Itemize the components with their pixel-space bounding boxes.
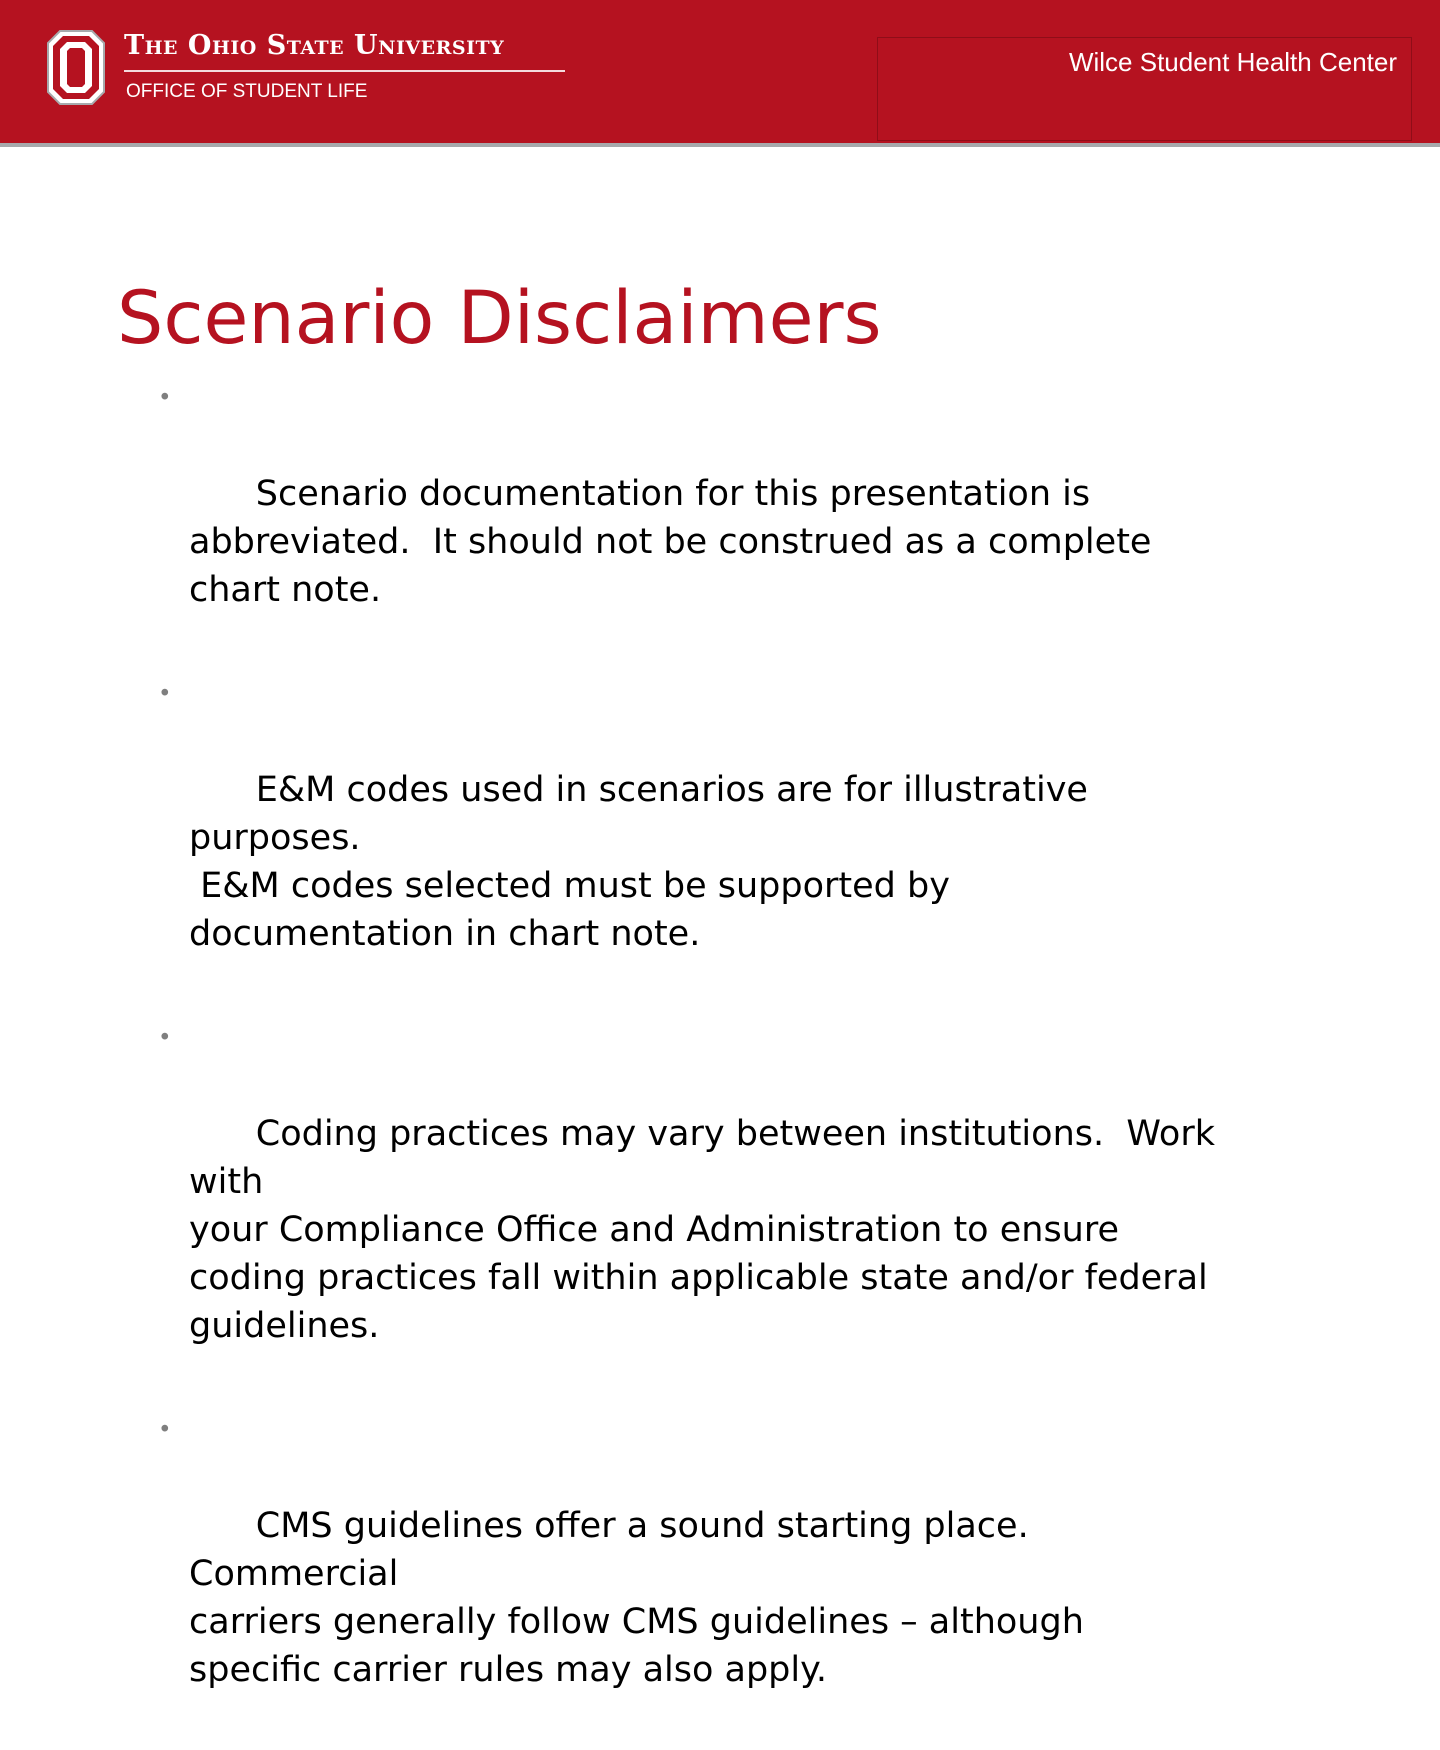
bullet-item xyxy=(158,1014,1229,1398)
bullet-item xyxy=(158,1406,1229,1742)
department-name: Wilce Student Health Center xyxy=(1068,47,1397,77)
bullet-dot-icon: • xyxy=(158,385,172,411)
bullet-dot-icon: • xyxy=(158,1417,172,1443)
slide-title: Scenario Disclaimers xyxy=(117,276,882,361)
bullet-text: CMS guidelines offer a sound starting place. Commercial carriers generally follow CMS guidelines – although specific carrier rules may also apply. xyxy=(189,1506,1084,1690)
block-o-logo-icon xyxy=(46,29,106,106)
bullet-list xyxy=(158,374,1229,1750)
bullet-item xyxy=(158,670,1229,1006)
university-name: The Ohio State University xyxy=(124,30,505,61)
bullet-item xyxy=(158,374,1229,662)
department-box xyxy=(877,37,1412,141)
logo-divider xyxy=(124,70,565,72)
bullet-text: E&M codes used in scenarios are for illustrative purposes. E&M codes selected must be supported by documentation in chart note. xyxy=(189,770,1088,954)
bullet-dot-icon: • xyxy=(158,1025,172,1051)
bullet-dot-icon: • xyxy=(158,681,172,707)
bullet-text: Coding practices may vary between institutions. Work with your Compliance Office and Administration to ensure coding practices fall within applicable state and/or federal guidelines. xyxy=(189,1114,1215,1346)
bullet-text: Scenario documentation for this presentation is abbreviated. It should not be construed as a complete chart note. xyxy=(189,474,1152,610)
office-name: OFFICE OF STUDENT LIFE xyxy=(126,81,368,102)
header-divider xyxy=(0,143,1440,147)
header-banner xyxy=(0,0,1440,143)
